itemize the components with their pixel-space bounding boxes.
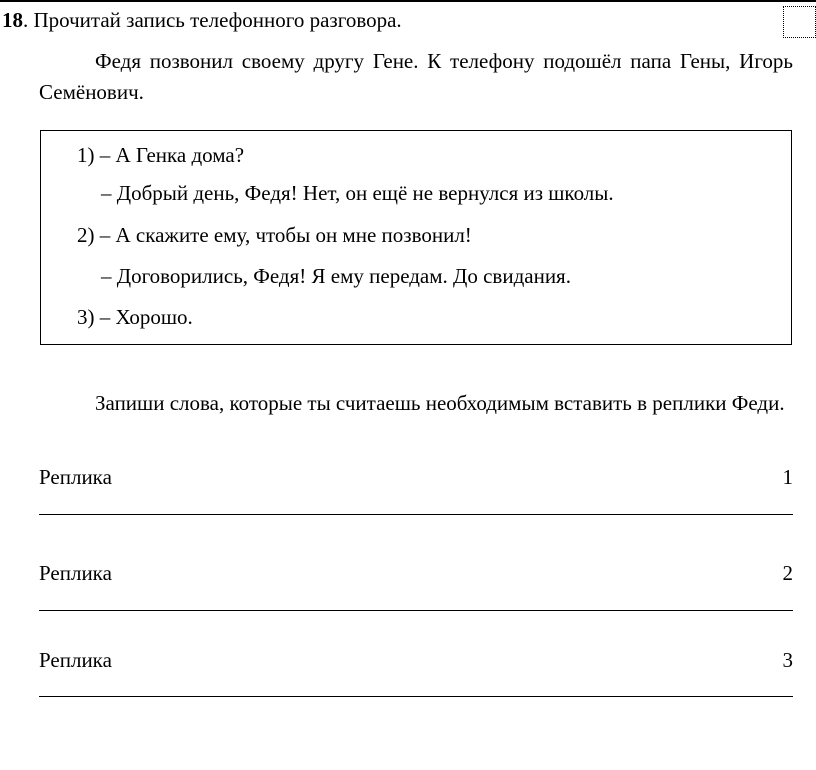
- dialogue-line: – Договорились, Федя! Я ему передам. До свидания.: [101, 264, 571, 288]
- replica-number: 1: [782, 465, 793, 489]
- task-number: 18: [2, 8, 23, 32]
- top-rule: [0, 0, 816, 2]
- dialogue-box: [40, 130, 792, 345]
- answer-line-2[interactable]: [39, 610, 793, 611]
- instruction-paragraph: Запиши слова, которые ты считаешь необходимым вставить в реплики Феди.: [95, 391, 785, 415]
- replica-label: Реплика: [39, 561, 112, 585]
- score-box[interactable]: [783, 6, 816, 38]
- dialogue-line: 3) – Хорошо.: [77, 305, 193, 329]
- answer-line-3[interactable]: [39, 696, 793, 697]
- replica-number: 2: [782, 561, 793, 585]
- replica-row: [39, 561, 793, 591]
- dialogue-line: 2) – А скажите ему, чтобы он мне позвонил!: [77, 223, 472, 247]
- replica-label: Реплика: [39, 465, 112, 489]
- replica-label: Реплика: [39, 648, 112, 672]
- answer-line-1[interactable]: [39, 514, 793, 515]
- replica-number: 3: [782, 648, 793, 672]
- task-header: [2, 8, 402, 33]
- intro-paragraph: Федя позвонил своему другу Гене. К телефону подошёл папа Гены, Игорь Семёнович.: [39, 49, 793, 104]
- dialogue-line: – Добрый день, Федя! Нет, он ещё не вернулся из школы.: [101, 181, 614, 205]
- task-number-dot: .: [23, 8, 29, 32]
- replica-row: [39, 648, 793, 678]
- replica-row: [39, 465, 793, 495]
- task-title: Прочитай запись телефонного разговора.: [33, 8, 402, 32]
- dialogue-line: 1) – А Генка дома?: [77, 143, 245, 167]
